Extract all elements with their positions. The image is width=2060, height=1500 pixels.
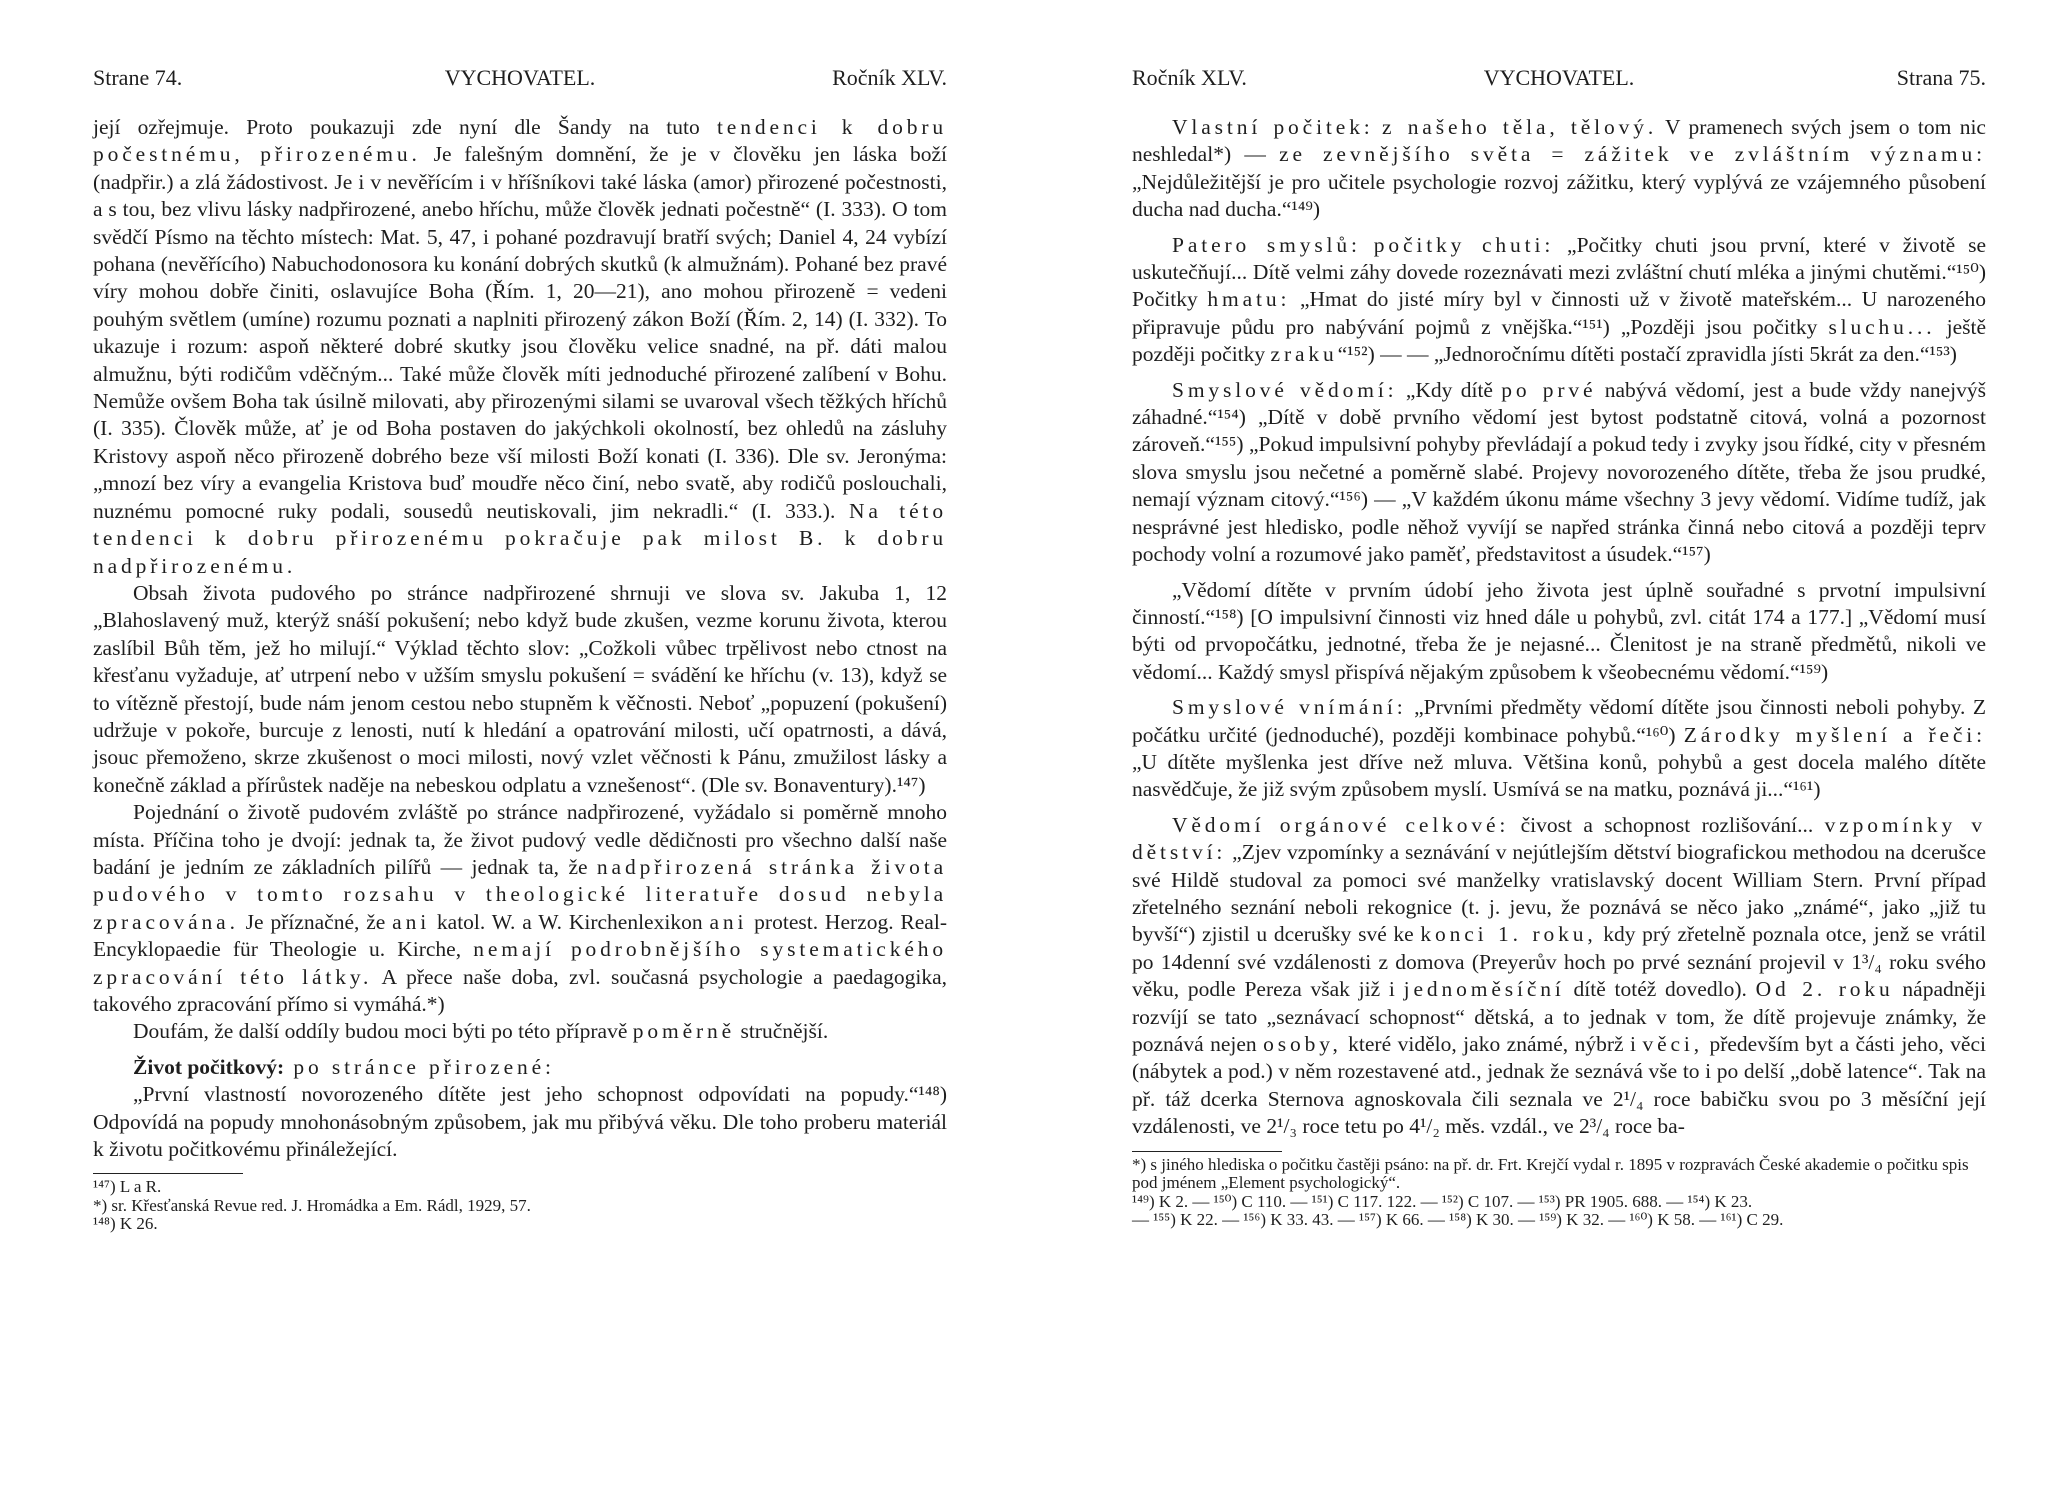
paragraph	[1132, 694, 1986, 804]
text-run: čivost a schopnost rozlišování...	[1509, 812, 1825, 837]
volume-label: Ročník XLV.	[832, 65, 947, 90]
text-run: které vidělo, jako známé, nýbrž i	[1341, 1032, 1643, 1056]
text-run: Je příznačné, že	[238, 909, 393, 934]
footnote: ¹⁴⁹) K 2. — ¹⁵⁰) C 110. — ¹⁵¹) C 117. 122. — ¹⁵²) C 107. — ¹⁵³) PR 1905. 688. — ¹⁵⁴) K 23.	[1132, 1191, 1753, 1211]
page-number: Strana 75.	[1896, 65, 1986, 90]
spaced-emphasis: z našeho těla, tělový.	[1382, 115, 1658, 139]
text-run: ještě později počitky	[1132, 314, 1986, 367]
text-run: Je falešným domnění, že je v člověku jen láska boží (nadpřir.) a zlá žádostivost. Je i v nevěřícím i v hříšníkovi také láska (amor) přirozené počestnosti, a s tou, bez vlivu lásky nadpřirozené, anebo hříchu, může člověk jednati počestně“ (I. 333). O tom svědčí Písmo na těchto místech: Mat. 5, 47, i pohané pozdravují bratří svých; Daniel 4, 24 vybízí pohana (nevěřícího) Nabuchodonosora ku konání dobrých skutků (k almužnám). Pohané bez pravé víry mohou dobře činiti, oslavujíce Boha (Řím. 1, 20—21), ano mohou přirozeně = vedeni pouhým světlem (umíne) rozumu poznati a naplniti přirozený zákon Boží (Řím. 2, 14) (I. 332). To ukazuje i rozum: aspoň některé dobré skutky jsou člověku velice snadné, na př. dáti malou almužnu, býti rodičům vděčným... Také může člověk míti jednoduché přirozené zalíbení v Bohu. Nemůže ovšem Boha tak úsilně milovati, aby přirozenými silami se uvaroval všech těžkých hříchů (I. 335). Člověk může, ať je od Boha postaven do jakýchkoli okolností, bez ohledů na zásluhy Kristovy aspoň něco přirozeně dobrého beze vší milosti Boží konati (I. 336). Dle sv. Jeronýma: „mnozí bez víry a evangelia Kristova buď moudře něco činí, nebo svatě, aby rodičů poslouchali, nuznému pomocné ruky podali, sousedů neutiskovali, jim nekradli.“ (I. 333.).	[93, 142, 948, 523]
page-number: Strane 74.	[93, 65, 183, 90]
journal-title: VYCHOVATEL.	[444, 65, 596, 90]
spaced-emphasis: nadpřirozená stránka života pudového v tomto rozsahu v theologické literatuře dosud nebyla zpracována.	[93, 854, 948, 934]
text-run: V pramenech svých jsem o tom nic neshledal*) —	[1132, 115, 1986, 167]
spaced-emphasis: nemají podrobnějšího systematického zpracování této látky.	[93, 937, 947, 989]
paragraph: „První vlastností novorozeného dítěte jest jeho schopnost odpovídati na popudy.“¹⁴⁸) Odpovídá na popudy mnohonásobným způsobem, jak mu přibývá věku. Dle toho proberu materiál k životu počitkovému přináležející.	[93, 1082, 947, 1162]
text-run: „Prvními předměty vědomí dítěte jsou činnosti neboli pohyby. Z počátku určité (jednoduché), později kombinace pohybů.“¹⁶⁰)	[1132, 695, 1986, 747]
text-run: katol. W. a W. Kirchenlexikon	[430, 909, 710, 934]
text-run	[1374, 115, 1382, 139]
footnotes	[93, 1173, 947, 1234]
text-run: „Hmat do jisté míry byl v činnosti už v životě mateřském... U narozeného připravuje půdu pro nabývání pojmů z vnějška.“¹⁵¹) „Později jsou počitky	[1132, 287, 1986, 339]
spaced-emphasis: vzpomínky v dětství:	[1132, 812, 1987, 865]
paragraph	[1132, 232, 1986, 369]
spaced-emphasis: věci,	[1642, 1032, 1704, 1056]
footnote: *) sr. Křesťanská Revue red. J. Hromádka a Em. Rádl, 1929, 57.	[93, 1195, 531, 1215]
spaced-emphasis: počitky chuti:	[1373, 232, 1555, 257]
spaced-emphasis: jednoměsíční	[1403, 977, 1565, 1002]
spaced-emphasis: tendenci k dobru počestnému, přirozenému.	[93, 115, 948, 167]
spaced-emphasis: ze zevnějšího světa = zážitek ve zvláštním významu:	[1279, 142, 1986, 167]
spaced-emphasis: Od 2. roku	[1755, 977, 1894, 1002]
paragraph	[1132, 114, 1986, 224]
spaced-emphasis: Patero smyslů:	[1172, 232, 1361, 257]
spaced-emphasis: Smyslové vnímání:	[1172, 695, 1407, 720]
footnote: — ¹⁵⁵) K 22. — ¹⁵⁶) K 33. 43. — ¹⁵⁷) K 66. — ¹⁵⁸) K 30. — ¹⁵⁹) K 32. — ¹⁶⁰) K 58. — ¹⁶¹) C 29.	[1132, 1210, 1784, 1230]
text-run: Doufám, že další oddíly budou moci býti po této přípravě	[133, 1019, 633, 1044]
spaced-emphasis: Na této tendenci k dobru přirozenému pokračuje pak milost B. k dobru nadpřirozenému.	[93, 498, 947, 578]
right-page	[1132, 64, 1986, 1230]
text-run: „Kdy dítě	[1397, 377, 1502, 402]
spaced-emphasis: poměrně	[632, 1019, 736, 1044]
text-run: stručnější.	[735, 1019, 829, 1044]
spaced-emphasis: po prvé	[1501, 377, 1597, 402]
spaced-emphasis: po stránce přirozené:	[284, 1054, 555, 1079]
spaced-emphasis: osoby,	[1263, 1032, 1342, 1056]
text-run	[1361, 233, 1374, 257]
spaced-emphasis: zraku	[1270, 342, 1338, 367]
text-run: „Zjev vzpomínky a seznávání v nejútlejším dětství biografickou methodou na dcerušce své Hildě studoval za pomoci své manželky vratislavský docent William Stern. První případ zřetelného seznání neboli rekognice (t. j. jevu, že poznává se něco jako „známé“, jako „již tu byvší“) zjistil u dcerušky své ke	[1132, 840, 1986, 947]
text-run: „Počitky chuti jsou první, které v životě se uskutečňují... Dítě velmi záhy dovede rozeznávati mezi zvláštní chutí mléka a jinými chutěmi.“¹⁵⁰) Počitky	[1132, 232, 1986, 312]
paragraph	[93, 1018, 947, 1045]
footnote-rule	[1132, 1151, 1282, 1152]
text-run: Pojednání o životě pudovém zvláště po stránce nadpřirozené, vyžádalo si poměrně mnoho místa. Příčina toho je dvojí: jednak ta, že život pudový vedle dědičnosti pro všechno další naše badání je jedním ze základních pilířů — jednak ta, že	[93, 800, 947, 879]
footnote: ¹⁴⁸) K 26.	[93, 1214, 158, 1234]
spaced-emphasis: ani	[392, 909, 431, 934]
text-run: její ozřejmuje. Proto poukazuji zde nyní dle Šandy na tuto	[93, 115, 717, 139]
text-run: především byt a části jeho, věci (nábytek a pod.) v něm rozestavené atd., jednak že seznává vše to i po delší „době latence“. Tak na př. táž dcerka Sternova agnoskovala čili seznala ve 2¹/₄ roce babičku svou po 3 měsíční její vzdálenosti, ve 2¹/₃ roce tetu po 4¹/₂ měs. vzdál., ve 2³/₄ roce ba-	[1132, 1032, 1986, 1139]
paragraph	[1132, 812, 1986, 1141]
text-run: protest. Herzog. Real-Encyklopaedie für Theologie u. Kirche,	[93, 909, 947, 962]
text-run: A přece naše doba, zvl. současná psychologie a paedagogika, takového zpracování přímo si vymáhá.*)	[93, 964, 948, 1016]
paragraph	[93, 114, 947, 580]
spaced-emphasis: Smyslové vědomí:	[1172, 377, 1398, 402]
spaced-emphasis: konci 1. roku,	[1420, 922, 1597, 947]
footnote: ¹⁴⁷) L a R.	[93, 1177, 162, 1197]
paragraph: „Vědomí dítěte v prvním údobí jeho života jest úplně souřadné s prvotní impulsivní činností.“¹⁵⁸) [O impulsivní činnosti viz hned dále u pohybů, zvl. citát 174 a 177.] „Vědomí musí býti od prvopočátku, jednotné, třeba že je nejasné... Členitost je na straně předmětů, nikoli ve vědomí... Každý smysl přispívá nějakým způsobem k všeobecnému vědomí.“¹⁵⁹)	[1132, 577, 1986, 684]
spaced-emphasis: ani	[709, 909, 748, 934]
volume-label: Ročník XLV.	[1132, 65, 1247, 90]
left-page	[93, 64, 947, 1234]
journal-title: VYCHOVATEL.	[1483, 65, 1635, 90]
spaced-emphasis: hmatu:	[1207, 287, 1291, 312]
text-run: „U dítěte myšlenka jest dříve než mluva. Většina konů, pohybů a gest docela malého dítěte nasvědčuje, že již svým způsobem myslí. Usmívá se na matku, poznává ji...“¹⁶¹)	[1132, 749, 1986, 802]
text-run: nápadněji rozvíjí se tato „seznávací schopnost“ dětská, a to jednak v tom, že dítě projevuje známky, že poznává nejen	[1132, 977, 1986, 1056]
text-run: „Nejdůležitější je pro učitele psychologie rozvoj zážitku, který vyplývá ze vzájemného působení ducha nad ducha.“¹⁴⁹)	[1132, 169, 1986, 222]
text-run: dítě totéž dovedlo).	[1564, 977, 1756, 1002]
section-heading	[93, 1054, 947, 1081]
footnote-rule	[93, 1173, 243, 1174]
heading-bold: Život počitkový:	[133, 1054, 285, 1079]
text-run: nabývá vědomí, jest a bude vždy nanejvýš záhadné.“¹⁵⁴) „Dítě v době prvního vědomí jest bytost podstatně citová, volná a pozornost zároveň.“¹⁵⁵) „Pokud impulsivní pohyby převládají a pokud tedy i zvyky jsou řídké, city v přesném slova smyslu jsou nečetné a poměrně slabé. Projevy novorozeného dítěte, třeba že jsou prudké, nemají význam citový.“¹⁵⁶) — „V každém úkonu máme všechny 3 jevy vědomí. Vidíme tudíž, jak nesprávné jest hledisko, podle něhož vyvíjí se napřed stránka činná nebo citová a později teprv pochody volní a rozumové jako paměť, představitost a úsudek.“¹⁵⁷)	[1132, 377, 1986, 567]
spaced-emphasis: Vlastní počitek:	[1172, 115, 1374, 139]
paragraph: Obsah života pudového po stránce nadpřirozené shrnuji ve slova sv. Jakuba 1, 12 „Blahoslavený muž, kterýž snáší pokušení; nebo když bude zkušen, vezme korunu života, kterou zaslíbil Bůh těm, jež ho milují.“ Výklad těchto slov: „Cožkoli vůbec trpělivost nebo ctnost na křesťanu vyžaduje, ať utrpení nebo v užším smyslu pokušení = svádění ke hříchu (v. 13), když se to vítězně přestojí, bude nám jenom cestou nebo stupněm k věčnosti. Neboť „popuzení (pokušení) udržuje v pokoře, burcuje z lenosti, nutí k hledání a opatrování milosti, učí opatrnosti, a dává, jsouc přemoženo, skrze zkušenost o moci milosti, nový vzlet věčnosti k Pánu, zmužilost lásky a konečně základ a přírůstek naděje na nebeskou odplatu a vznešenost“. (Dle sv. Bonaventury).¹⁴⁷)	[93, 580, 947, 797]
footnotes	[1132, 1151, 1986, 1230]
spaced-emphasis: Vědomí orgánové celkové:	[1172, 812, 1510, 837]
paragraph	[1132, 377, 1986, 569]
spaced-emphasis: Zárodky myšlení a řeči:	[1683, 722, 1986, 747]
text-run: kdy prý zřetelně poznala otce, jenž se vrátil po 14denní své vzdálenosti z domova (Preyerův hoch po prvé seznání projevil v 1³/₄ roku svého věku, podle Pereza však již i	[1132, 922, 1986, 1002]
footnote: *) s jiného hlediska o počitku častěji psáno: na př. dr. Frt. Krejčí vydal r. 1895 v rozpravách České akademie o počitku spis pod jménem „Element psychologický“.	[1132, 1154, 1969, 1193]
text-run: “¹⁵²) — — „Jednoročnímu dítěti postačí zpravidla jísti 5krát za den.“¹⁵³)	[1337, 342, 1957, 367]
spaced-emphasis: sluchu...	[1828, 314, 1936, 339]
paragraph	[93, 799, 947, 1018]
running-head	[93, 64, 947, 98]
running-head	[1132, 64, 1986, 98]
